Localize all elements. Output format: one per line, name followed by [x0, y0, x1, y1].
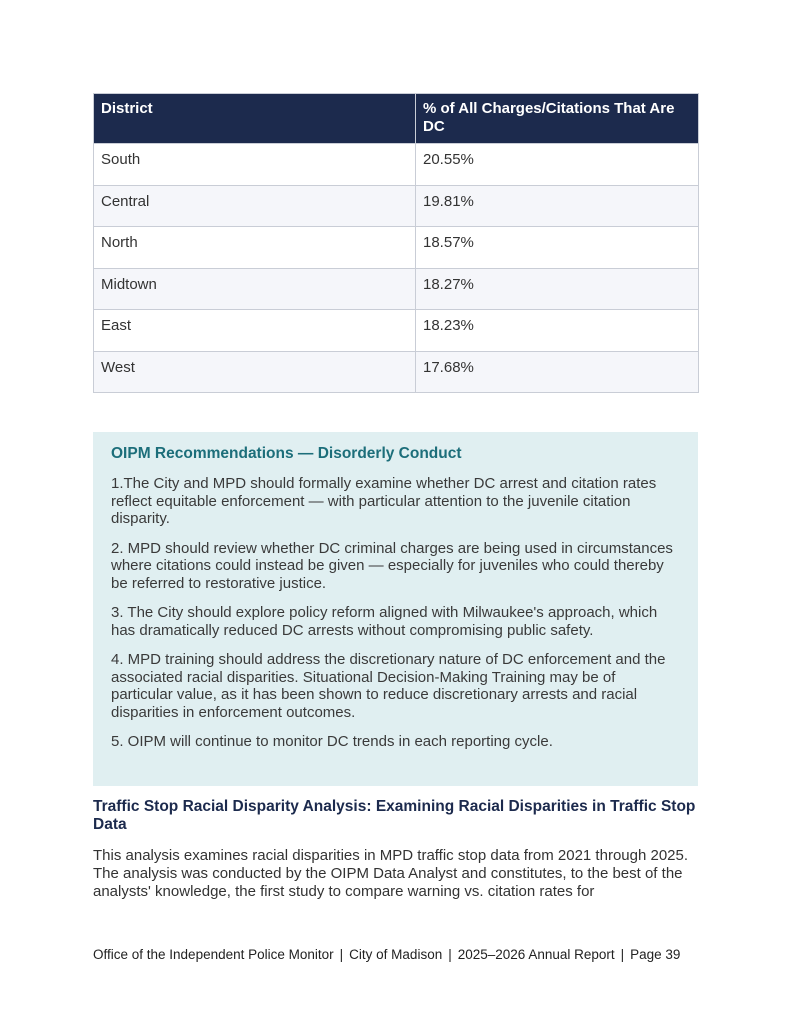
recommendation-item: 4. MPD training should address the discretionary nature of DC enforcement and the associated racial disparities. Situational Decision-Making Training may be of particular value, as it has been shown to reduce discretionary arrests and racial disparities in enforcement outcomes. [111, 651, 666, 721]
table-row [94, 227, 699, 269]
page-footer [93, 947, 705, 962]
cell-percent: 17.68% [416, 351, 699, 393]
header-dc-percent: % of All Charges/Citations That Are DC [416, 94, 699, 144]
table-row [94, 351, 699, 393]
cell-district: West [94, 351, 416, 393]
cell-percent: 18.27% [416, 268, 699, 310]
recommendations-title: OIPM Recommendations — Disorderly Conduct [111, 445, 462, 462]
footer-separator: | [448, 947, 452, 962]
cell-district: Midtown [94, 268, 416, 310]
section-heading: Traffic Stop Racial Disparity Analysis: Examining Racial Disparities in Traffic Stop Data [93, 798, 696, 833]
cell-percent: 20.55% [416, 144, 699, 186]
footer-office: Office of the Independent Police Monitor [93, 947, 334, 962]
table-row [94, 310, 699, 352]
district-dc-table [93, 93, 699, 393]
footer-separator: | [620, 947, 625, 962]
table-row [94, 144, 699, 186]
table-row [94, 268, 699, 310]
cell-district: North [94, 227, 416, 269]
recommendations-box [93, 432, 698, 786]
recommendation-item: 3. The City should explore policy reform aligned with Milwaukee's approach, which has dramatically reduced DC arrests without compromising public safety. [111, 604, 658, 639]
footer-report: 2025–2026 Annual Report [457, 947, 615, 962]
table-header-row [94, 94, 699, 144]
cell-percent: 18.23% [416, 310, 699, 352]
footer-city: City of Madison [349, 947, 443, 962]
cell-district: Central [94, 185, 416, 227]
recommendation-item: 2. MPD should review whether DC criminal charges are being used in circumstances where citations could instead be given — especially for juveniles who could thereby be referred to restorative justice. [111, 539, 673, 592]
footer-separator: | [339, 947, 344, 962]
table-row [94, 185, 699, 227]
cell-district: East [94, 310, 416, 352]
header-district: District [94, 94, 416, 144]
recommendation-item: 1.The City and MPD should formally examine whether DC arrest and citation rates reflect equitable enforcement — with particular attention to the juvenile citation disparity. [111, 475, 657, 527]
cell-percent: 18.57% [416, 227, 699, 269]
cell-percent: 19.81% [416, 185, 699, 227]
footer-page-number: Page 39 [630, 947, 681, 962]
cell-district: South [94, 144, 416, 186]
section-body-text: This analysis examines racial disparities in MPD traffic stop data from 2021 through 2025. The analysis was conducted by the OIPM Data Analyst and constitutes, to the best of the analysts' knowledge, the first study to compare warning vs. citation rates for [93, 847, 689, 900]
recommendation-item: 5. OIPM will continue to monitor DC trends in each reporting cycle. [111, 733, 553, 750]
